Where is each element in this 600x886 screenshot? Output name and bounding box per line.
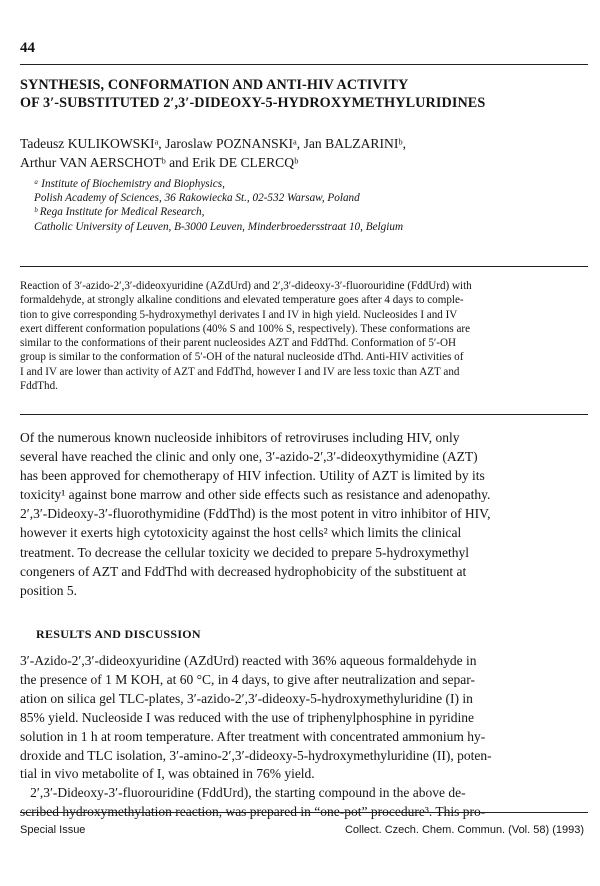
affiliation-line: Catholic University of Leuven, B-3000 Leuven, Minderbroedersstraat 10, Belgium <box>34 220 404 233</box>
body-line: 3′-Azido-2′,3′-dideoxyuridine (AZdUrd) reacted with 36% aqueous formaldehyde in <box>20 653 477 668</box>
title-line: OF 3′-SUBSTITUTED 2′,3′-DIDEOXY-5-HYDROXYMETHYLURIDINES <box>20 95 486 111</box>
body-line: 2′,3′-Dideoxy-3′-fluorouridine (FddUrd), the starting compound in the above de- <box>20 785 466 801</box>
affiliation-line: ᵃ Institute of Biochemistry and Biophysics, <box>34 178 225 190</box>
author-line: Tadeusz KULIKOWSKIᵃ, Jaroslaw POZNANSKIᵃ, Jan BALZARINIᵇ, <box>20 136 406 151</box>
body-line: several have reached the clinic and only one, 3′-azido-2′,3′-dideoxythymidine (AZT) <box>20 449 478 465</box>
section-heading: RESULTS AND DISCUSSION <box>36 627 201 641</box>
body-line: ation on silica gel TLC-plates, 3′-azido-2′,3′-dideoxy-5-hydroxymethyluridine (I) in <box>20 690 473 706</box>
body-line: Of the numerous known nucleoside inhibitors of retroviruses including HIV, only <box>20 430 460 445</box>
abstract-line: Reaction of 3′-azido-2′,3′-dideoxyuridine (AZdUrd) and 2′,3′-dideoxy-3′-fluorouridine (FddUrd) with <box>20 280 472 292</box>
footer-rule <box>20 812 588 813</box>
page-number: 44 <box>20 40 35 56</box>
body-line: 2′,3′-Dideoxy-3′-fluorothymidine (FddThd) is the most potent in vitro inhibitor of HIV, <box>20 506 491 522</box>
abstract-line: tion to give corresponding 5-hydroxymethyl derivates I and IV in high yield. Nucleosides I and IV <box>20 308 458 321</box>
body-line: has been approved for chemotherapy of HIV infection. Utility of AZT is limited by its <box>20 468 485 484</box>
intro-paragraph <box>20 428 588 600</box>
footer-issue-label: Special Issue <box>20 824 86 836</box>
body-line: droxide and TLC isolation, 3′-amino-2′,3′-dideoxy-5-hydroxymethyluridine (II), poten- <box>20 747 492 763</box>
abstract-line: similar to the conformations of their parent nucleosides AZT and FddThd. Conformation of 5′-OH <box>20 337 457 350</box>
abstract-line: FddThd. <box>20 380 58 393</box>
results-paragraph <box>20 652 588 822</box>
author-line: Arthur VAN AERSCHOTᵇ and Erik DE CLERCQᵇ <box>20 155 299 170</box>
body-line: position 5. <box>20 582 78 598</box>
affiliation-line: ᵇ Rega Institute for Medical Research, <box>34 206 205 219</box>
body-line: toxicity¹ against bone marrow and other side effects such as resistance and adenopathy. <box>20 487 491 503</box>
author-list <box>20 134 588 172</box>
abstract-line: exert different conformation populations (40% S and 100% S, respectively). These conformations are <box>20 322 470 335</box>
abstract-line: I and IV are lower than activity of AZT and FddThd, however I and IV are less toxic than AZT and <box>20 365 460 378</box>
body-line: however it exerts high cytotoxicity against the host cells² which limits the clinical <box>20 525 462 541</box>
body-line: tial in vivo metabolite of I, was obtained in 76% yield. <box>20 766 315 782</box>
body-line: scribed hydroxymethylation reaction, was prepared in “one-pot” procedure³. This pro- <box>20 804 486 820</box>
abstract-line: group is similar to the conformation of 5′-OH of the natural nucleoside dThd. Anti-HIV activities of <box>20 351 464 364</box>
affiliations <box>34 177 594 234</box>
footer-citation: Collect. Czech. Chem. Commun. (Vol. 58) (1993) <box>344 824 584 836</box>
body-line: solution in 1 h at room temperature. After treatment with concentrated ammonium hy- <box>20 728 486 744</box>
abstract-bottom-rule <box>20 414 588 415</box>
header-rule <box>20 64 588 65</box>
abstract-line: formaldehyde, at strongly alkaline conditions and elevated temperature goes after 4 days to comple- <box>20 294 464 307</box>
article-title <box>20 76 588 112</box>
body-line: treatment. To decrease the cellular toxicity we decided to prepare 5-hydroxymethyl <box>20 544 470 560</box>
abstract-top-rule <box>20 266 588 267</box>
title-line: SYNTHESIS, CONFORMATION AND ANTI-HIV ACTIVITY <box>20 77 409 93</box>
body-line: congeners of AZT and FddThd with decreased hydrophobicity of the substituent at <box>20 563 467 579</box>
body-line: the presence of 1 M KOH, at 60 °C, in 4 days, to give after neutralization and separ- <box>20 671 475 687</box>
abstract <box>20 279 588 393</box>
body-line: 85% yield. Nucleoside I was reduced with the use of triphenylphosphine in pyridine <box>20 709 475 725</box>
affiliation-line: Polish Academy of Sciences, 36 Rakowiecka St., 02-532 Warsaw, Poland <box>34 192 360 205</box>
